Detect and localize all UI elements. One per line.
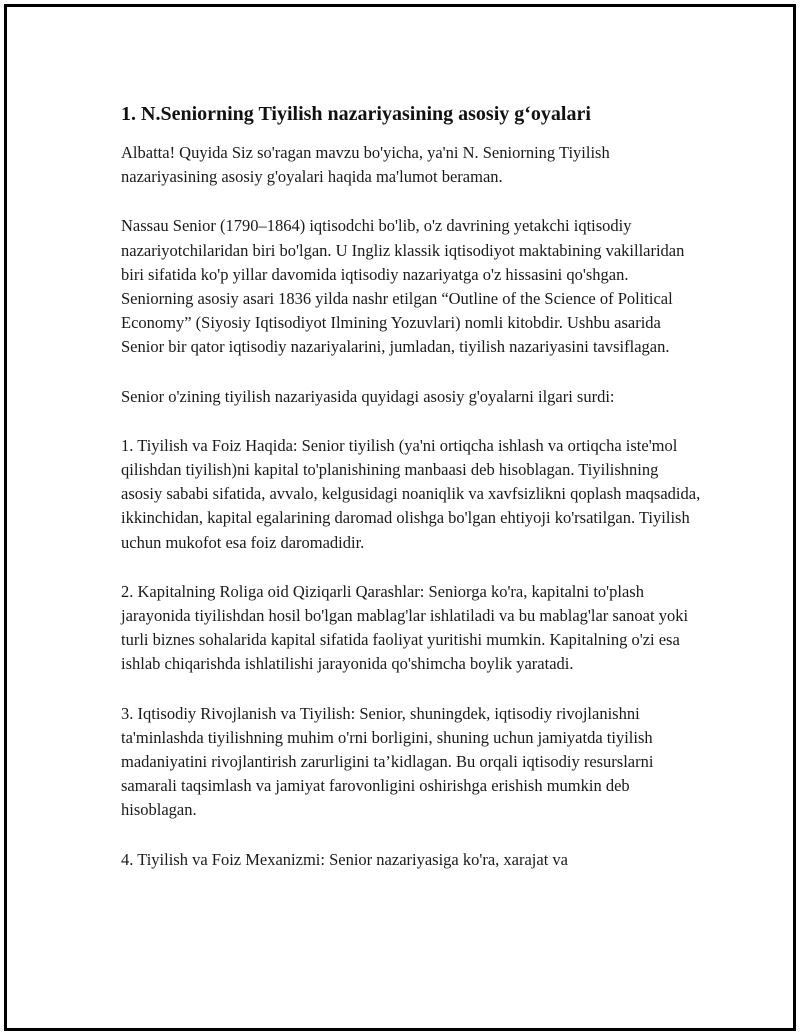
page-frame bbox=[4, 4, 796, 1031]
paragraph-main-ideas-lead: Senior o'zining tiyilish nazariyasida quyidagi asosiy g'oyalarni ilgari surdi: bbox=[121, 386, 615, 406]
document-body bbox=[121, 101, 701, 897]
paragraph-senior-biography: Nassau Senior (1790–1864) iqtisodchi bo'lib, o'z davrining yetakchi iqtisodiy nazariyotchilaridan biri bo'lgan. U Ingliz klassik iqtisodiyot maktabining vakillaridan biri sifatida ko'p yillar davomida iqtisodiy nazariyatga o'z hissasini qo'shgan. Seniorning asosiy asari 1836 yilda nashr etilgan “Outline of the Science of Political Economy” (Siyosiy Iqtisodiyot Ilmining Yozuvlari) nomli kitobdir. Ushbu asarida Senior bir qator iqtisodiy nazariyalarini, jumladan, tiyilish nazariyasini tavsiflagan. bbox=[121, 216, 685, 357]
paragraph-point-2: 2. Kapitalning Roliga oid Qiziqarli Qarashlar: Seniorga ko'ra, kapitalni to'plash jarayonida tiyilishdan hosil bo'lgan mablag'lar ishlatiladi va bu mablag'lar sanoat yoki turli biznes sohalarida kapital sifatida faoliyat yuritishi mumkin. Kapitalning o'zi esa ishlab chiqarishda ishlatilishi jarayonida qo'shimcha boylik yaratadi. bbox=[121, 581, 689, 674]
paragraph-intro: Albatta! Quyida Siz so'ragan mavzu bo'yicha, ya'ni N. Seniorning Tiyilish nazariyasining asosiy g'oyalari haqida ma'lumot beraman. bbox=[121, 143, 610, 187]
paragraph-point-1: 1. Tiyilish va Foiz Haqida: Senior tiyilish (ya'ni ortiqcha ishlash va ortiqcha iste'mol qilishdan tiyilish)ni kapital to'planishining manbaasi deb hisoblagan. Tiyilishning asosiy sababi sifatida, avvalo, kelgusidagi noaniqlik va xavfsizlikni qoplash maqsadida, ikkinchidan, kapital egalarining daromad olishga bo'lgan ehtiyoji ko'rsatilgan. Tiyilish uchun mukofot esa foiz daromadidir. bbox=[121, 435, 701, 552]
paragraph-point-4: 4. Tiyilish va Foiz Mexanizmi: Senior nazariyasiga ko'ra, xarajat va bbox=[121, 849, 568, 869]
document-title: 1. N.Seniorning Tiyilish nazariyasining asosiy g‘oyalari bbox=[121, 103, 591, 125]
paragraph-point-3: 3. Iqtisodiy Rivojlanish va Tiyilish: Senior, shuningdek, iqtisodiy rivojlanishni ta'minlashda tiyilishning muhim o'rni borligini, shuning uchun jamiyatda tiyilish madaniyatini rivojlantirish zarurligini ta’kidlagan. Bu orqali iqtisodiy resurslarni samarali taqsimlash va jamiyat farovonligini oshirishga erishish mumkin deb hisoblagan. bbox=[121, 703, 654, 820]
